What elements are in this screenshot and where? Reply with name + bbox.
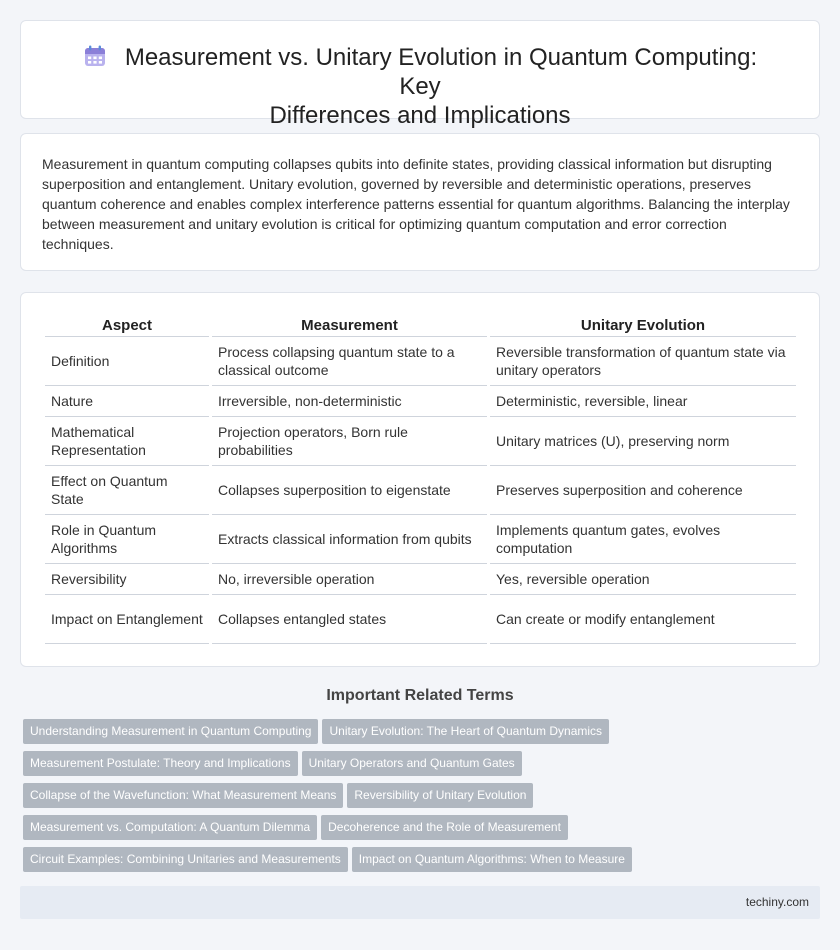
tag-row xyxy=(23,751,823,783)
table-cell: Reversible transformation of quantum state via unitary operators xyxy=(490,337,796,386)
table-header-row xyxy=(45,315,796,337)
table-cell: Effect on Quantum State xyxy=(45,466,209,515)
header-measurement: Measurement xyxy=(212,315,487,337)
related-term-tag[interactable]: Reversibility of Unitary Evolution xyxy=(347,783,533,808)
table-cell: Preserves superposition and coherence xyxy=(490,466,796,515)
footer-bar xyxy=(20,886,820,919)
related-terms-list xyxy=(23,719,823,879)
table-cell: Nature xyxy=(45,386,209,417)
table-cell: Projection operators, Born rule probabilities xyxy=(212,417,487,466)
table-row xyxy=(45,386,796,417)
table-cell: No, irreversible operation xyxy=(212,564,487,595)
table-cell: Impact on Entanglement xyxy=(45,595,209,644)
related-term-tag[interactable]: Circuit Examples: Combining Unitaries and Measurements xyxy=(23,847,348,872)
table-cell: Can create or modify entanglement xyxy=(490,595,796,644)
table-cell: Implements quantum gates, evolves computation xyxy=(490,515,796,564)
related-term-tag[interactable]: Decoherence and the Role of Measurement xyxy=(321,815,568,840)
title-line-2: Differences and Implications xyxy=(269,102,571,129)
tag-row xyxy=(23,815,823,847)
table-row xyxy=(45,564,796,595)
intro-paragraph: Measurement in quantum computing collapses qubits into definite states, providing classical information but disrupting superposition and entanglement. Unitary evolution, governed by reversible and deterministic operations, preserves quantum coherence and enables complex interference patterns essential for quantum algorithms. Balancing the interplay between measurement and unitary evolution is critical for optimizing quantum computation and error correction techniques. xyxy=(42,156,790,252)
related-term-tag[interactable]: Understanding Measurement in Quantum Computing xyxy=(23,719,318,744)
intro-card xyxy=(20,133,820,271)
header-card xyxy=(20,20,820,129)
related-term-tag[interactable]: Measurement vs. Computation: A Quantum Dilemma xyxy=(23,815,317,840)
table-cell: Deterministic, reversible, linear xyxy=(490,386,796,417)
calendar-icon xyxy=(83,44,107,68)
comparison-table-card xyxy=(20,292,820,667)
table-cell: Process collapsing quantum state to a classical outcome xyxy=(212,337,487,386)
table-cell: Yes, reversible operation xyxy=(490,564,796,595)
table-cell: Role in Quantum Algorithms xyxy=(45,515,209,564)
related-term-tag[interactable]: Unitary Operators and Quantum Gates xyxy=(302,751,522,776)
related-term-tag[interactable]: Collapse of the Wavefunction: What Measurement Means xyxy=(23,783,343,808)
table-cell: Reversibility xyxy=(45,564,209,595)
table-cell: Mathematical Representation xyxy=(45,417,209,466)
header-unitary-evolution: Unitary Evolution xyxy=(490,315,796,337)
related-term-tag[interactable]: Impact on Quantum Algorithms: When to Measure xyxy=(352,847,632,872)
table-row xyxy=(45,515,796,564)
related-term-tag[interactable]: Unitary Evolution: The Heart of Quantum Dynamics xyxy=(322,719,609,744)
page-title xyxy=(61,43,779,130)
title-line-1: Measurement vs. Unitary Evolution in Quantum Computing: Key xyxy=(124,44,758,100)
table-cell: Collapses entangled states xyxy=(212,595,487,644)
table-row xyxy=(45,595,796,644)
related-terms-heading: Important Related Terms xyxy=(326,687,514,704)
table-cell: Collapses superposition to eigenstate xyxy=(212,466,487,515)
table-cell: Definition xyxy=(45,337,209,386)
tag-row xyxy=(23,719,823,751)
table-cell: Extracts classical information from qubits xyxy=(212,515,487,564)
header-aspect: Aspect xyxy=(45,315,209,337)
table-row xyxy=(45,466,796,515)
footer-site-name: techiny.com xyxy=(745,895,809,909)
table-row xyxy=(45,417,796,466)
tag-row xyxy=(23,783,823,815)
table-cell: Irreversible, non-deterministic xyxy=(212,386,487,417)
tag-row xyxy=(23,847,823,879)
related-term-tag[interactable]: Measurement Postulate: Theory and Implications xyxy=(23,751,298,776)
table-row xyxy=(45,337,796,386)
table-cell: Unitary matrices (U), preserving norm xyxy=(490,417,796,466)
comparison-table xyxy=(42,315,799,644)
